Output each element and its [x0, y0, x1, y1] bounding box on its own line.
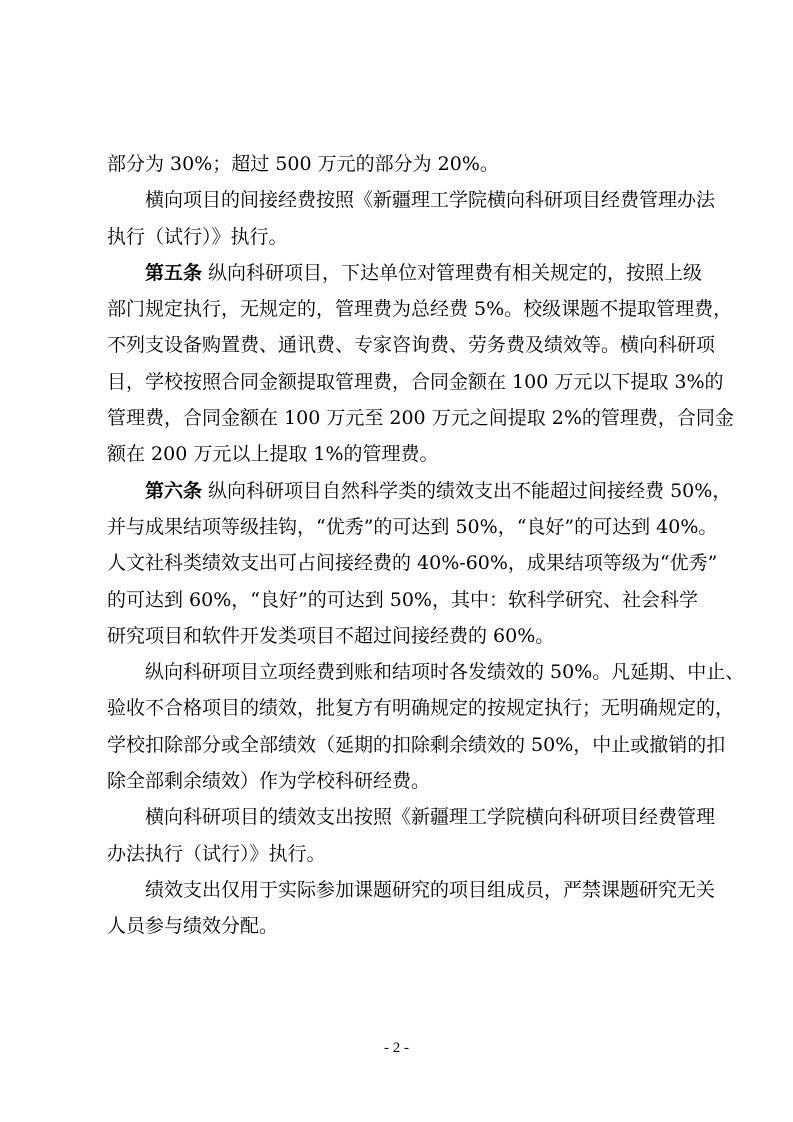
text-line: [107, 763, 689, 799]
line-text: 部分为 30%；超过 500 万元的部分为 20%。: [107, 153, 499, 175]
line-text: 横向科研项目的绩效支出按照《新疆理工学院横向科研项目经费管理: [145, 806, 716, 829]
line-text: 的可达到 60%，“良好”的可达到 50%，其中：软科学研究、社会科学: [107, 588, 698, 611]
text-line: [107, 545, 718, 581]
line-text: 目，学校按照合同金额提取管理费，合同金额在 100 万元以下提取 3%的: [107, 370, 724, 393]
line-text: 部门规定执行，无规定的，管理费为总经费 5%。校级课题不提取管理费，: [107, 298, 733, 321]
text-line: [107, 255, 703, 291]
text-line: [107, 473, 732, 509]
line-text: 除全部剩余绩效）作为学校科研经费。: [107, 770, 431, 793]
line-text: 人文社科类绩效支出可占间接经费的 40%-60%，成果结项等级为“优秀”: [107, 552, 718, 575]
text-line: [107, 799, 716, 835]
text-line: [107, 872, 716, 908]
text-line: [107, 690, 735, 726]
line-text: 横向项目的间接经费按照《新疆理工学院横向科研项目经费管理办法: [145, 189, 716, 212]
line-text: 不列支设备购置费、通讯费、专家咨询费、劳务费及绩效等。横向科研项: [107, 334, 716, 357]
page-number: - 2 -: [384, 1040, 409, 1056]
text-line: [107, 908, 689, 944]
text-line: [107, 509, 718, 545]
text-line: [107, 582, 698, 618]
text-line: [107, 182, 716, 218]
text-line: [107, 219, 689, 255]
text-line: [107, 618, 689, 654]
text-line: [107, 400, 734, 436]
line-text: 纵向科研项目立项经费到账和结项时各发绩效的 50%。凡延期、中止、: [145, 661, 745, 684]
text-line: [107, 364, 724, 400]
text-line: [107, 654, 745, 690]
text-line: [107, 146, 689, 182]
article-heading: 第五条: [145, 261, 203, 284]
line-text: 管理费，合同金额在 100 万元至 200 万元之间提取 2%的管理费，合同金: [107, 407, 734, 430]
line-text: 学校扣除部分或全部绩效（延期的扣除剩余绩效的 50%，中止或撤销的扣: [107, 733, 726, 756]
line-text: 研究项目和软件开发类项目不超过间接经费的 60%。: [107, 624, 555, 647]
line-text: 纵向科研项目自然科学类的绩效支出不能超过间接经费 50%，: [202, 479, 732, 502]
line-text: 验收不合格项目的绩效，批复方有明确规定的按规定执行；无明确规定的，: [107, 697, 735, 720]
line-text: 纵向科研项目，下达单位对管理费有相关规定的，按照上级: [202, 261, 703, 284]
line-text: 并与成果结项等级挂钩，“优秀”的可达到 50%，“良好”的可达到 40%。: [107, 515, 718, 538]
article-heading: 第六条: [145, 479, 203, 502]
body-text: [107, 146, 745, 945]
line-text: 人员参与绩效分配。: [107, 915, 279, 938]
text-line: [107, 436, 689, 472]
text-line: [107, 327, 716, 363]
text-line: [107, 836, 689, 872]
text-line: [107, 291, 733, 327]
line-text: 额在 200 万元以上提取 1%的管理费。: [107, 443, 439, 466]
line-text: 绩效支出仅用于实际参加课题研究的项目组成员，严禁课题研究无关: [145, 878, 716, 901]
line-text: 办法执行（试行）》执行。: [107, 842, 326, 865]
line-text: 执行（试行）》执行。: [107, 225, 288, 248]
text-line: [107, 727, 726, 763]
